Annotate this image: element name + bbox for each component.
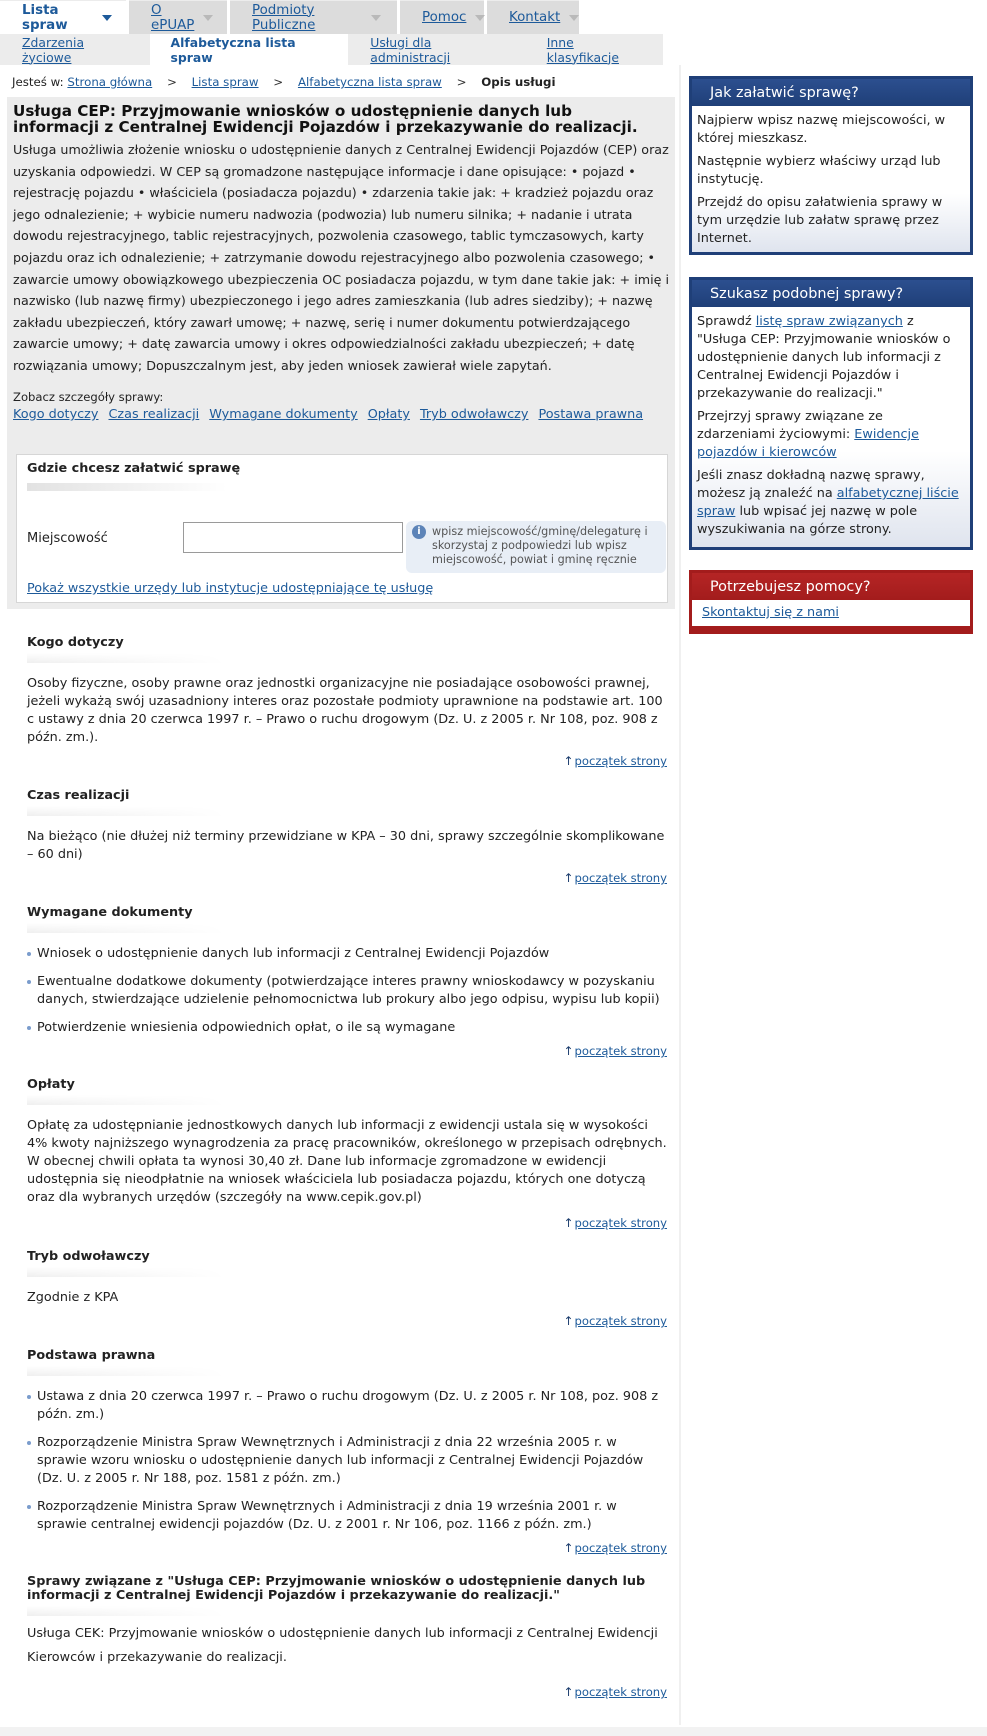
contact-us-link[interactable]: Skontaktuj się z nami	[702, 605, 839, 620]
how-to-box	[689, 76, 973, 255]
section-tryb-odwolawczy	[27, 1249, 667, 1331]
see-details-label: Zobacz szczegóły sprawy:	[13, 390, 164, 404]
back-to-top-link[interactable]: ↑początek strony	[563, 1314, 667, 1328]
page-title: Usługa CEP: Przyjmowanie wniosków o udostępnienie danych lub informacji z Centralnej Ewidencji Pojazdów i przekazywanie do realizacji.	[13, 102, 638, 136]
section-title: Opłaty	[27, 1077, 75, 1092]
breadcrumb-link-lista[interactable]: Lista spraw	[191, 75, 259, 89]
list-item: Rozporządzenie Ministra Spraw Wewnętrznych i Administracji z dnia 22 września 2005 r. w sprawie wzoru wniosku o udostępnienie danych lub informacji z Centralnej Ewidencji Pojazdów (Dz. U. z 2005 r. Nr 188, poz. 1581 z późn. zm.)	[27, 1434, 667, 1488]
details-link-czas[interactable]: Czas realizacji	[108, 407, 200, 422]
section-kogo-dotyczy	[27, 635, 667, 770]
breadcrumb-separator: >	[456, 75, 467, 89]
details-link-dokumenty[interactable]: Wymagane dokumenty	[209, 407, 358, 422]
breadcrumb-separator: >	[166, 75, 177, 89]
arrow-up-icon: ↑	[563, 1685, 574, 1699]
details-link-tryb[interactable]: Tryb odwoławczy	[419, 407, 529, 422]
nav-tab-podmioty-publiczne[interactable]	[230, 0, 397, 34]
main-navigation	[0, 0, 582, 34]
help-title: Potrzebujesz pomocy?	[692, 573, 970, 600]
section-title: Kogo dotyczy	[27, 635, 124, 650]
city-hint	[406, 521, 666, 573]
similar-paragraph: Jeśli znasz dokładną nazwę sprawy, możesz ją znaleźć na alfabetycznej liście spraw lub wpisać jej nazwę w pole wyszukiwania na górze strony.	[697, 468, 959, 537]
how-to-step: Następnie wybierz właściwy urząd lub instytucję.	[697, 154, 941, 187]
subnav-tab-uslugi[interactable]: Usługi dla administracji	[370, 34, 451, 65]
arrow-up-icon: ↑	[563, 1541, 574, 1555]
help-box	[689, 570, 973, 634]
nav-tab-label: Kontakt	[509, 10, 561, 25]
subnav-tab-zdarzenia[interactable]: Zdarzenia życiowe	[22, 34, 85, 65]
arrow-up-icon: ↑	[563, 1314, 574, 1328]
back-to-top-link[interactable]: ↑początek strony	[563, 1044, 667, 1058]
service-description: Usługa umożliwia złożenie wniosku o udostępnienie danych z Centralnej Ewidencji Pojazdów (CEP) oraz uzyskania odpowiedzi. W CEP są gromadzone następujące informacje i dane opisujące: • pojazd • rejestrację pojazdu • właściciela (posiadacza pojazdu) • zdarzenia takie jak: + kradzież pojazdu oraz jego odnalezienie; + wybicie numeru nadwozia (podwozia) lub numeru silnika; + nadanie i utrata dowodu rejestracyjnego, tablic rejestracyjnych, pozwolenia czasowego, tablic tymczasowych, karty pojazdu oraz ich odnalezienie; + zatrzymanie dowodu rejestracyjnego albo pozwolenia czasowego; • zawarcie umowy obowiązkowego ubezpieczenia OC posiadacza pojazdu, w tym dane takie jak: + imię i nazwisko (lub nazwę firmy) ubezpieczonego i jego adres zamieszkania (lub adres siedziby); + nazwę zakładu ubezpieczeń, który zawarł umowę; + nazwę, serię i numer dokumentu potwierdzającego zawarcie umowy; + datę zawarcia umowy i okres odpowiedzialności zakładu ubezpieczeń; + datę rozwiązania umowy; Dopuszczalnym jest, aby jeden wniosek zawierał wiele zapytań.	[13, 142, 669, 373]
section-podstawa-prawna	[27, 1348, 667, 1558]
section-sprawy-zwiazane	[27, 1575, 667, 1700]
arrow-up-icon: ↑	[563, 754, 574, 768]
nav-tab-pomoc[interactable]	[400, 0, 484, 34]
back-to-top-link[interactable]: ↑początek strony	[563, 1541, 667, 1555]
arrow-up-icon: ↑	[563, 1216, 574, 1230]
back-to-top-link[interactable]: ↑początek strony	[563, 871, 667, 885]
how-to-body	[692, 106, 970, 252]
nav-tab-label: Podmioty Publiczne	[252, 2, 316, 33]
section-title: Sprawy związane z "Usługa CEP: Przyjmowanie wniosków o udostępnienie danych lub informacji z Centralnej Ewidencji Pojazdów i przekazywanie do realizacji."	[27, 1574, 646, 1603]
nav-tab-o-epuap[interactable]	[129, 0, 227, 34]
list-item: Ustawa z dnia 20 czerwca 1997 r. – Prawo o ruchu drogowym (Dz. U. z 2005 r. Nr 108, poz. 908 z późn. zm.)	[27, 1388, 667, 1424]
section-title: Wymagane dokumenty	[27, 905, 193, 920]
nav-tab-lista-spraw[interactable]	[0, 0, 126, 34]
page-bottom-bar	[0, 1727, 987, 1736]
show-all-offices-link[interactable]: Pokaż wszystkie urzędy lub instytucje udostępniające tę usługę	[27, 581, 434, 596]
section-wymagane-dokumenty	[27, 905, 667, 1060]
back-to-top-link[interactable]: ↑początek strony	[563, 754, 667, 768]
related-list-link[interactable]: listę spraw związanych	[755, 314, 903, 329]
list-item: Wniosek o udostępnienie danych lub informacji z Centralnej Ewidencji Pojazdów	[27, 945, 667, 963]
column-divider	[679, 65, 681, 1725]
legal-basis-list	[27, 1388, 667, 1534]
section-title: Podstawa prawna	[27, 1348, 156, 1363]
help-body	[692, 600, 970, 626]
list-item: Ewentualne dodatkowe dokumenty (potwierdzające interes prawny wnioskodawcy w pozyskaniu danych, stwierdzające udzielenie pełnomocnictwa lub prokury albo jego odpisu, wypisu lub kopii)	[27, 973, 667, 1009]
breadcrumb-separator: >	[273, 75, 284, 89]
chevron-down-icon	[203, 15, 213, 21]
section-text: Na bieżąco (nie dłużej niż terminy przewidziane w KPA – 30 dni, sprawy szczególnie skomplikowane – 60 dni)	[27, 829, 665, 862]
chevron-down-icon	[569, 15, 579, 21]
breadcrumb	[12, 75, 556, 89]
divider	[27, 1606, 227, 1616]
nav-tab-label: Lista spraw	[22, 2, 68, 33]
info-icon: i	[412, 525, 426, 539]
breadcrumb-link-home[interactable]: Strona główna	[67, 75, 153, 89]
documents-list	[27, 945, 667, 1037]
office-finder	[16, 454, 668, 603]
section-title: Tryb odwoławczy	[27, 1249, 150, 1264]
breadcrumb-prefix: Jesteś w:	[12, 75, 64, 89]
chevron-down-icon	[102, 15, 112, 21]
similar-paragraph: Przejrzyj sprawy związane ze zdarzeniami życiowymi: Ewidencje pojazdów i kierowców	[697, 409, 919, 460]
section-text: Osoby fizyczne, osoby prawne oraz jednostki organizacyjne nie posiadające osobowości prawnej, jeżeli wykażą swój uzasadniony interes oraz pozostałe podmioty uprawnione na podstawie art. 100 c ustawy z dnia 20 czerwca 1997 r. – Prawo o ruchu drogowym (Dz. U. z 2005 r. Nr 108, poz. 908 z późn. zm.).	[27, 676, 663, 745]
subnav-tab-inne[interactable]: Inne klasyfikacje	[546, 34, 619, 65]
nav-tab-kontakt[interactable]	[487, 0, 579, 34]
section-czas-realizacji	[27, 788, 667, 888]
section-text: Usługa CEK: Przyjmowanie wniosków o udostępnienie danych lub informacji z Centralnej Ewidencji Kierowców i przekazywanie do realizacji.	[27, 1626, 658, 1665]
divider	[27, 1267, 227, 1277]
nav-tab-label: O ePUAP	[151, 2, 195, 33]
details-link-kogo[interactable]: Kogo dotyczy	[13, 407, 99, 422]
similar-title: Szukasz podobnej sprawy?	[692, 280, 970, 307]
sub-navigation	[0, 34, 663, 65]
list-item: Potwierdzenie wniesienia odpowiednich opłat, o ile są wymagane	[27, 1019, 667, 1037]
section-text: Zgodnie z KPA	[27, 1290, 119, 1305]
arrow-up-icon: ↑	[563, 871, 574, 885]
arrow-up-icon: ↑	[563, 1044, 574, 1058]
life-events-link[interactable]: Ewidencje pojazdów i kierowców	[697, 427, 919, 460]
breadcrumb-link-alfabetyczna[interactable]: Alfabetyczna lista spraw	[297, 75, 442, 89]
divider	[27, 1095, 227, 1105]
how-to-step: Najpierw wpisz nazwę miejscowości, w której mieszkasz.	[697, 113, 946, 146]
subnav-tab-alfabetyczna[interactable]: Alfabetyczna lista spraw	[150, 34, 349, 65]
similar-body	[692, 307, 970, 547]
back-to-top-link[interactable]: ↑początek strony	[563, 1216, 667, 1230]
divider	[27, 1366, 227, 1376]
city-hint-text: wpisz miejscowość/gminę/delegaturę i skorzystaj z podpowiedzi lub wpisz miejscowość, powiat i gminę ręcznie	[432, 525, 648, 566]
similar-paragraph: Sprawdź listę spraw związanych z "Usługa CEP: Przyjmowanie wniosków o udostępnienie danych lub informacji z Centralnej Ewidencji Pojazdów i przekazywanie do realizacji."	[697, 314, 951, 401]
details-link-podstawa[interactable]: Postawa prawna	[538, 407, 644, 422]
how-to-step: Przejdź do opisu załatwienia sprawy w tym urzędzie lub załatw sprawę przez Internet.	[697, 195, 943, 246]
back-to-top-link[interactable]: ↑początek strony	[563, 1685, 667, 1699]
nav-tab-label: Pomoc	[422, 10, 467, 25]
chevron-down-icon	[371, 15, 381, 21]
alphabetical-list-link[interactable]: alfabetycznej liście spraw	[697, 486, 959, 519]
how-to-title: Jak załatwić sprawę?	[692, 79, 970, 106]
divider	[27, 923, 227, 933]
similar-box	[689, 277, 973, 550]
divider	[27, 483, 227, 491]
breadcrumb-current: Opis usługi	[481, 75, 556, 89]
city-label: Miejscowość	[27, 531, 108, 546]
list-item: Rozporządzenie Ministra Spraw Wewnętrznych i Administracji z dnia 19 września 2001 r. w sprawie centralnej ewidencji pojazdów (Dz. U. z 2001 r. Nr 106, poz. 1166 z późn. zm.)	[27, 1498, 667, 1534]
divider	[27, 653, 227, 663]
details-links	[13, 407, 653, 422]
office-finder-title: Gdzie chcesz załatwić sprawę	[27, 461, 241, 476]
section-oplaty	[27, 1077, 667, 1232]
section-title: Czas realizacji	[27, 788, 130, 803]
details-link-oplaty[interactable]: Opłaty	[367, 407, 410, 422]
divider	[27, 806, 227, 816]
chevron-down-icon	[475, 15, 485, 21]
city-input[interactable]	[183, 522, 403, 553]
section-text: Opłatę za udostępnianie jednostkowych danych lub informacji z ewidencji ustala się w wysokości 4% kwoty najniższego wynagrodzenia za pracę pracowników, określonego w przepisach odrębnych. W obecnej chwili opłata ta wynosi 30,40 zł. Dane lub informacje zgromadzone w ewidencji udostępnia się nieodpłatnie na wniosek właściciela lub posiadacza pojazdu, których one dotyczą oraz dla wybranych urzędów (szczegóły na www.cepik.gov.pl)	[27, 1118, 667, 1205]
